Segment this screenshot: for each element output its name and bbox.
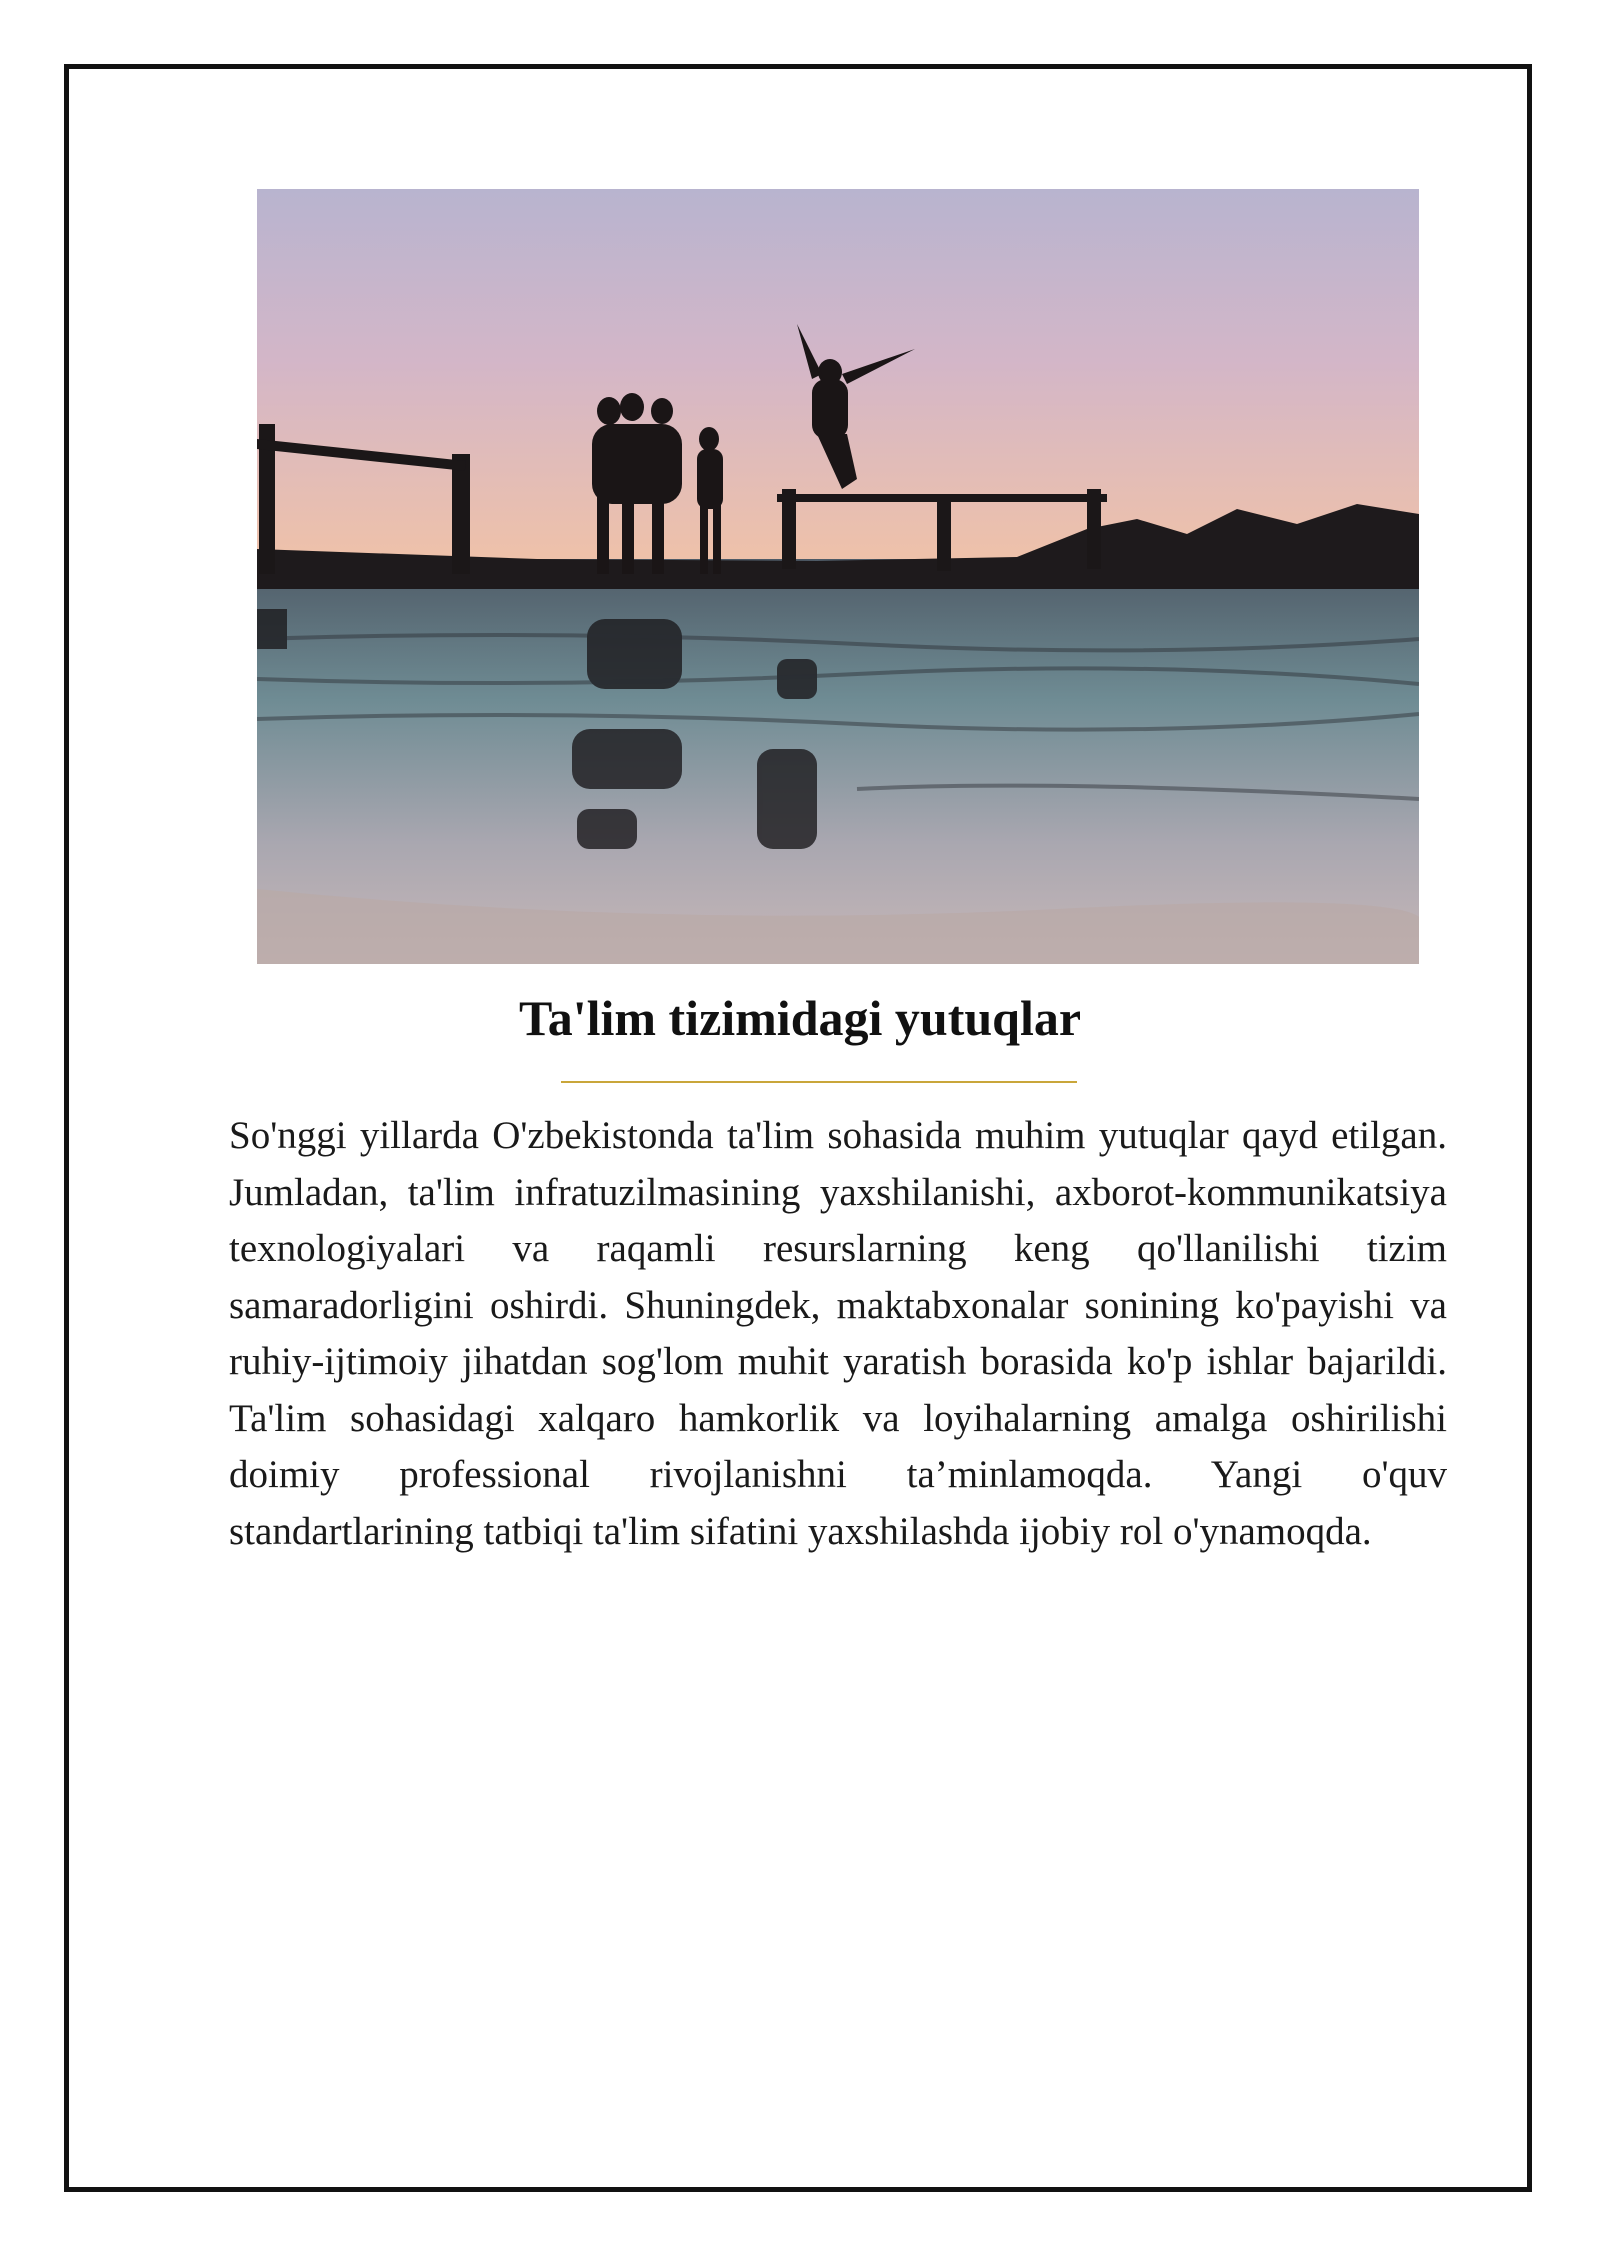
page-title: Ta'lim tizimidagi yutuqlar <box>518 990 1082 1046</box>
body-paragraph: So'nggi yillarda O'zbekistonda ta'lim sohasida muhim yutuqlar qayd etilgan. Jumladan, ta'lim infratuzilmasining yaxshilanishi, axborot-kommunikatsiya texnologiyalari va raqamli resurslarning keng qo'llanilishi tizim samaradorligini oshirdi. Shuningdek, maktabxonalar sonining ko'payishi va ruhiy-ijtimoiy jihatdan sog'lom muhit yaratish borasida ko'p ishlar bajarildi. Ta'lim sohasidagi xalqaro hamkorlik va loyihalarning amalga oshirilishi doimiy professional rivojlanishni ta’minlamoqda. Yangi o'quv standartlarining tatbiqi ta'lim sifatini yaxshilashda ijobiy rol o'ynamoqda. <box>229 1114 1447 1553</box>
sunset-lake-photo <box>257 189 1419 964</box>
title-divider <box>561 1081 1077 1083</box>
